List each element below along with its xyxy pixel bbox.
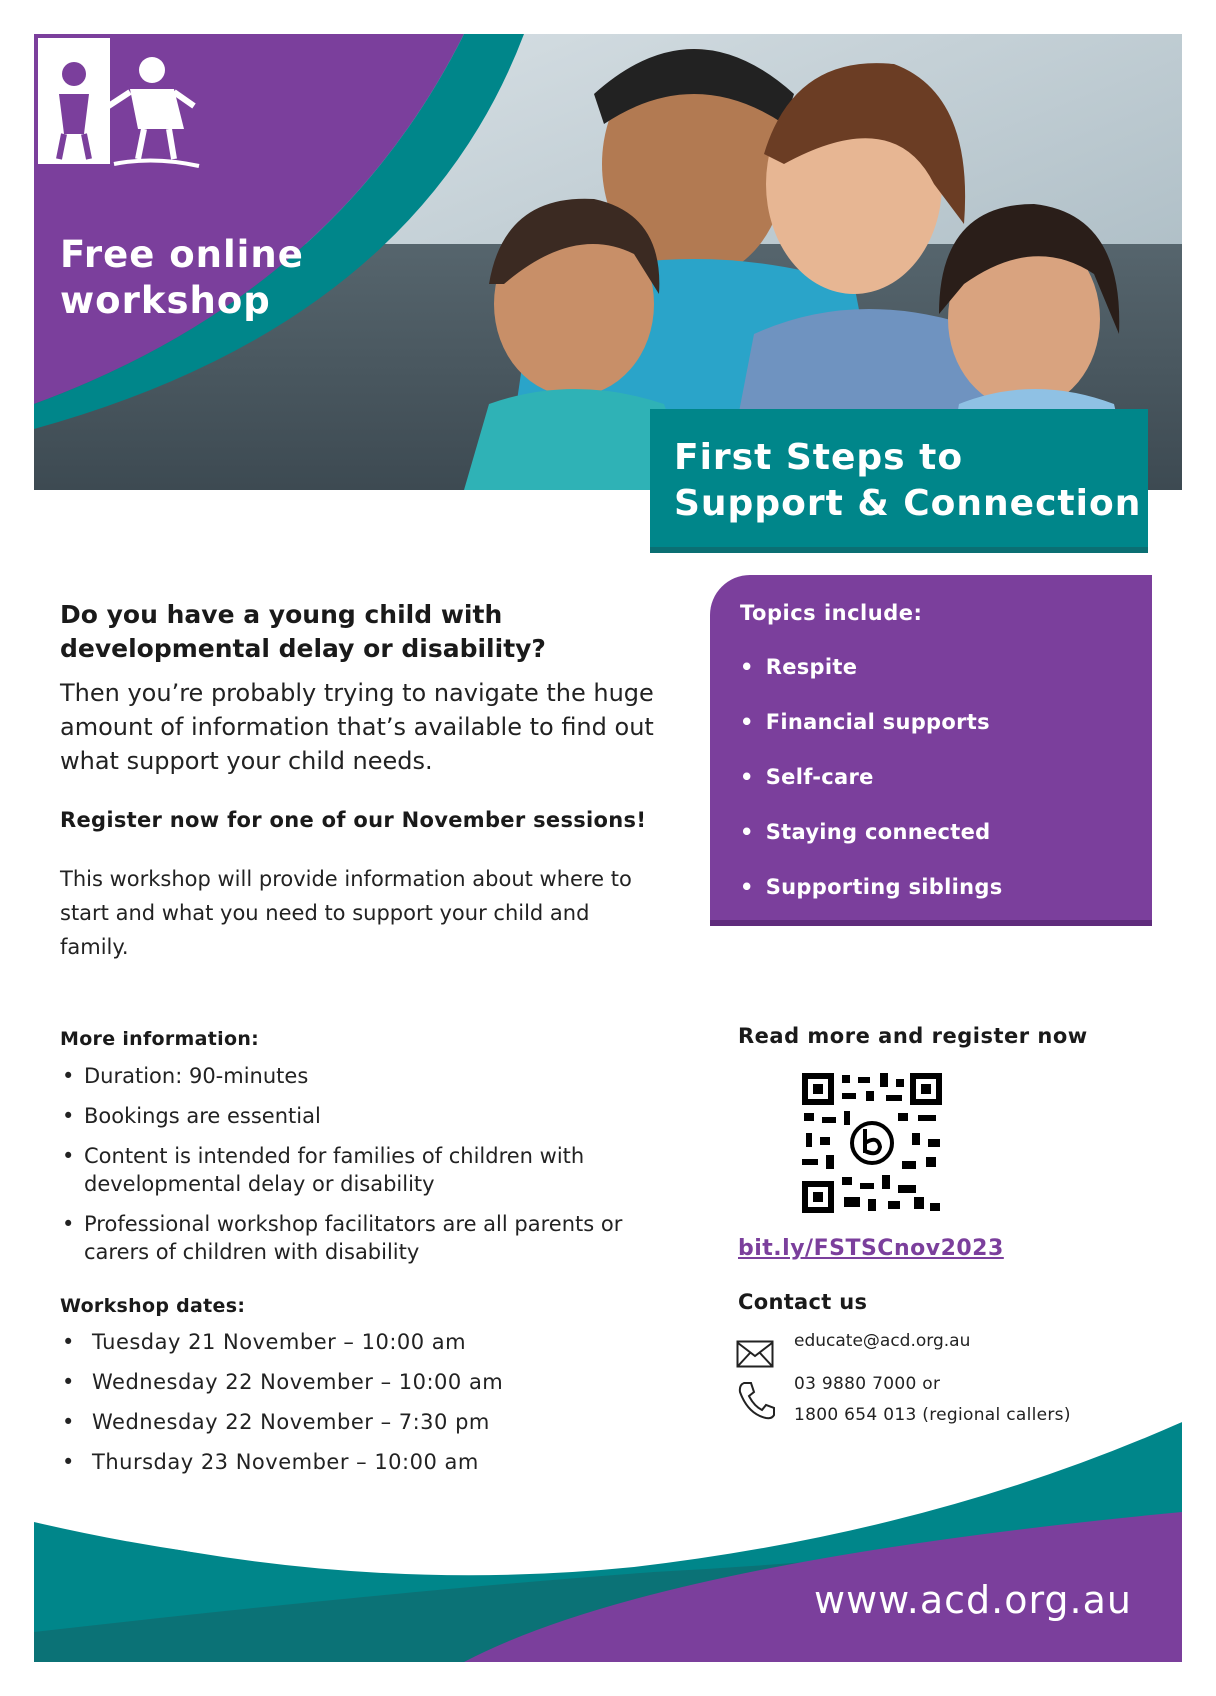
footer-wave [34, 1422, 1182, 1662]
envelope-icon [736, 1340, 774, 1368]
contact-heading: Contact us [738, 1290, 868, 1314]
more-info-heading: More information: [60, 1028, 260, 1050]
website-url[interactable]: www.acd.org.au [814, 1578, 1132, 1622]
list-item: • Professional workshop facilitators are all parents or carers of children with disability [60, 1210, 680, 1266]
topic-item: • Staying connected [740, 820, 991, 844]
list-item: • Duration: 90-minutes [60, 1062, 680, 1090]
register-link[interactable]: bit.ly/FSTSCnov2023 [738, 1236, 1004, 1261]
topic-item: • Supporting siblings [740, 875, 1003, 899]
workshop-description: This workshop will provide information about where to start and what you need to support your child and family. [60, 867, 632, 959]
intro-heading: Do you have a young child with developmental delay or disability? [60, 600, 546, 663]
register-callout: Register now for one of our November sessions! [60, 808, 647, 832]
hero-tagline: Free online workshop [60, 233, 304, 322]
topic-label: Financial supports [765, 710, 990, 734]
topic-item: • Respite [740, 655, 858, 679]
date-item: • Tuesday 21 November – 10:00 am [60, 1330, 503, 1370]
date-item: • Wednesday 22 November – 7:30 pm [60, 1410, 503, 1450]
page-title: First Steps to Support & Connection [674, 437, 1142, 524]
dates-heading: Workshop dates: [60, 1295, 246, 1317]
phone-icon [736, 1380, 776, 1420]
list-item: • Content is intended for families of children with developmental delay or disability [60, 1142, 680, 1198]
topics-heading: Topics include: [740, 601, 923, 625]
intro-body: Then you’re probably trying to navigate the huge amount of information that’s available to find out what support your child needs. [60, 679, 654, 775]
topics-list [740, 655, 1003, 930]
title-banner [650, 409, 1148, 547]
topic-item: • Self-care [740, 765, 874, 789]
topic-label: Supporting siblings [765, 875, 1003, 899]
topic-item: • Financial supports [740, 710, 990, 734]
date-item: • Wednesday 22 November – 10:00 am [60, 1370, 503, 1410]
contact-phone-regional[interactable]: 1800 654 013 (regional callers) [794, 1405, 1071, 1425]
list-item: • Bookings are essential [60, 1102, 680, 1130]
register-heading: Read more and register now [738, 1024, 1088, 1048]
topics-panel [710, 575, 1152, 920]
topic-label: Staying connected [765, 820, 991, 844]
contact-email[interactable]: educate@acd.org.au [794, 1331, 971, 1351]
more-info-list [60, 1062, 680, 1278]
date-item: • Thursday 23 November – 10:00 am [60, 1450, 503, 1490]
qr-code-icon[interactable] [802, 1073, 942, 1213]
contact-phone[interactable]: 03 9880 7000 or [794, 1374, 941, 1394]
acd-children-logo-icon [34, 34, 204, 174]
topic-label: Self-care [765, 765, 874, 789]
topic-label: Respite [765, 655, 858, 679]
